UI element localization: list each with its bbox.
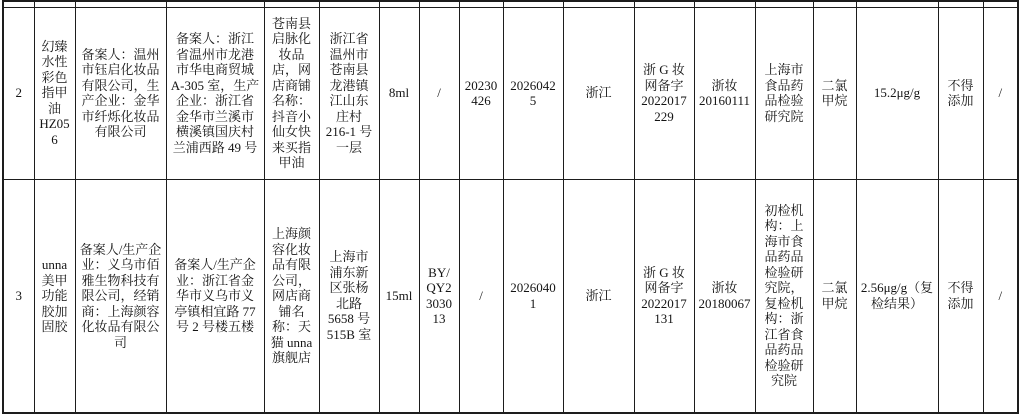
- cell-batch-number: BY/QY2303013: [419, 179, 459, 413]
- cell-production-date: 20230426: [459, 7, 503, 179]
- cell-sampled-store: 上海颜容化妆品有限公司，网店商铺名称：天猫 unna 旗舰店: [264, 179, 319, 413]
- cell-test-item: 二氯甲烷: [813, 179, 856, 413]
- cell-test-result: 15.2μg/g: [856, 7, 938, 179]
- cell-product-name: unna美甲功能胶加固胶: [34, 179, 75, 413]
- cell-labeled-origin: 浙江: [563, 7, 634, 179]
- cell-serial-number: 3: [3, 179, 34, 413]
- table-row: [3, 7, 1018, 179]
- cell-standard-requirement: 不得添加: [938, 7, 983, 179]
- cell-product-name: 幻臻水性彩色指甲油HZ056: [34, 7, 75, 179]
- cell-expiry-date: 20260401: [503, 179, 563, 413]
- cell-sampled-store-address: 上海市浦东新区张杨北路 5658 号 515B 室: [319, 179, 379, 413]
- cell-registrant-manufacturer: 备案人/生产企业：义乌市佰雅生物科技有限公司，经销商：上海颜容化妆品有限公司: [75, 179, 166, 413]
- cell-standard-requirement: 不得添加: [938, 179, 983, 413]
- cell-license-number: 浙妆 20160111: [694, 7, 755, 179]
- cell-batch-number: /: [419, 7, 459, 179]
- cell-registrant-address: 备案人/生产企业：浙江省金华市义乌市义亭镇相宜路 77 号 2 号楼五楼: [166, 179, 264, 413]
- cell-sampled-store-address: 浙江省温州市苍南县龙港镇江山东庄村 216-1 号一层: [319, 7, 379, 179]
- cell-expiry-date: 20260425: [503, 7, 563, 179]
- cell-production-date: /: [459, 179, 503, 413]
- table-row: [3, 179, 1018, 413]
- inspection-results-table: [2, 0, 1019, 414]
- cell-testing-institution: 上海市食品药品检验研究院: [755, 7, 813, 179]
- cell-filing-number: 浙 G 妆网备字2022017229: [634, 7, 694, 179]
- cell-remark: /: [983, 179, 1018, 413]
- cell-test-item: 二氯甲烷: [813, 7, 856, 179]
- cell-remark: /: [983, 7, 1018, 179]
- cell-specification: 15ml: [379, 179, 419, 413]
- cell-license-number: 浙妆 20180067: [694, 179, 755, 413]
- cell-serial-number: 2: [3, 7, 34, 179]
- cell-specification: 8ml: [379, 7, 419, 179]
- cell-labeled-origin: 浙江: [563, 179, 634, 413]
- cell-sampled-store: 苍南县启脉化妆品店，网店商铺名称：抖音小仙女快来买指甲油: [264, 7, 319, 179]
- cell-test-result: 2.56μg/g（复检结果）: [856, 179, 938, 413]
- cell-filing-number: 浙 G 妆网备字2022017131: [634, 179, 694, 413]
- cell-registrant-address: 备案人：浙江省温州市龙港市华电商贸城 A-305 室，生产企业：浙江省金华市兰溪市横溪镇国庆村兰浦西路 49 号: [166, 7, 264, 179]
- cell-registrant-manufacturer: 备案人：温州市钰启化妆品有限公司，生产企业：金华市纤烁化妆品有限公司: [75, 7, 166, 179]
- cell-testing-institution: 初检机构：上海市食品药品检验研究院，复检机构：浙江省食品药品检验研究院: [755, 179, 813, 413]
